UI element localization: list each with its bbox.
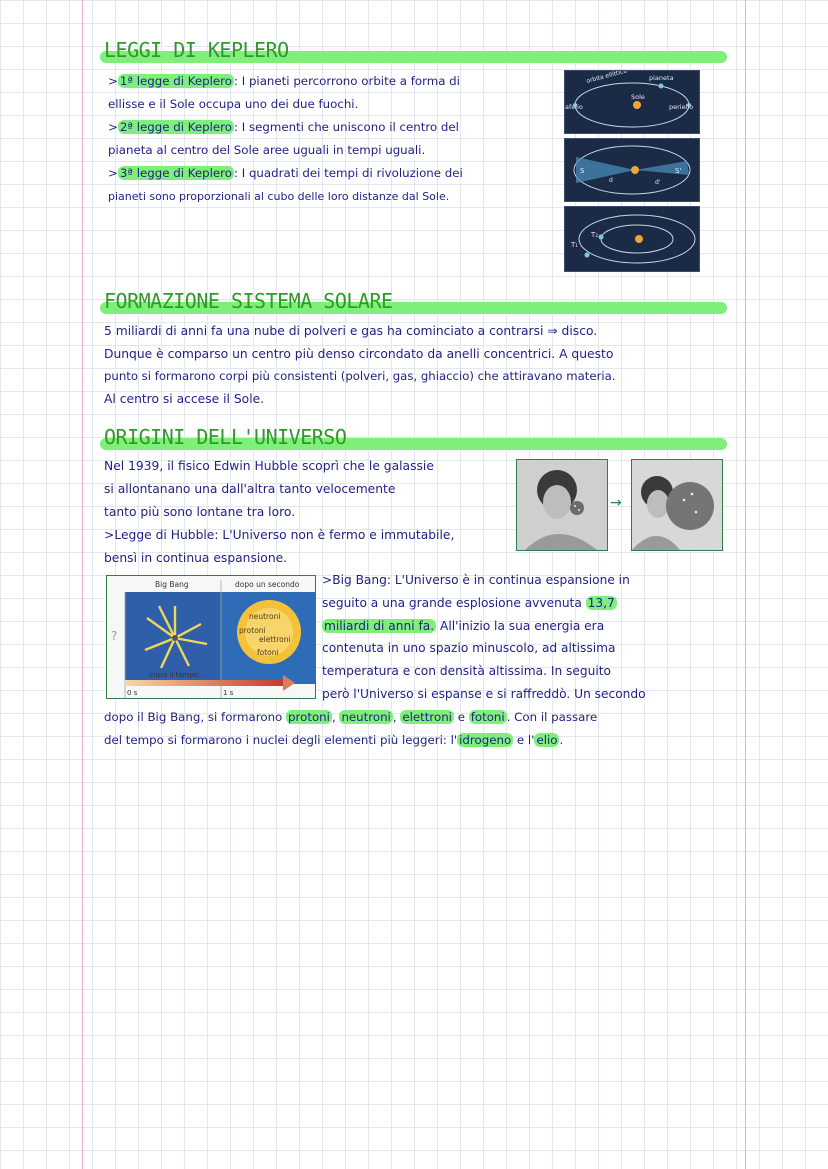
bigbang-line-5: temperatura e con densità altissima. In seguito	[322, 664, 611, 679]
hubble-line-1: Nel 1939, il fisico Edwin Hubble scoprì che le galassie	[104, 459, 434, 473]
bigbang-l8a: del tempo si formarono i nuclei degli elementi più leggeri: l'	[104, 732, 458, 747]
bigbang-line-3	[322, 615, 732, 638]
bigbang-text	[322, 569, 732, 706]
bigbang-line-2	[322, 592, 732, 615]
sun-icon	[635, 235, 643, 243]
bigbang-line-8	[104, 729, 734, 752]
solar-text	[104, 320, 734, 410]
hubble-law-line2: bensì in continua espansione.	[104, 551, 288, 565]
right-margin-line	[745, 0, 746, 1169]
kepler-text	[108, 70, 558, 208]
bigbang-l3: All'inizio la sua energia era	[436, 618, 605, 633]
bigbang-figure	[106, 575, 316, 699]
hubble-text	[104, 455, 504, 570]
kepler-law2-text: : I segmenti che uniscono il centro del	[233, 120, 459, 134]
bigbang-hl1: 13,7	[587, 595, 615, 610]
word-neutroni: neutroni	[341, 710, 391, 724]
area-label-s2: S'	[675, 167, 682, 175]
kepler-title: LEGGI DI KEPLERO	[104, 38, 289, 62]
sun-icon	[631, 166, 639, 174]
kepler-law2-line2: pianeta al centro del Sole aree uguali in tempi uguali.	[108, 143, 426, 157]
solar-line-4: Al centro si accese il Sole.	[104, 391, 265, 406]
word-fotoni: fotoni	[470, 710, 505, 724]
solar-line-3: punto si formarono corpi più consistenti (polveri, gas, ghiaccio) che attiravano materia.	[104, 369, 616, 383]
planet-icon	[599, 235, 604, 240]
bigbang-col2-label: dopo un secondo	[235, 580, 300, 589]
bigbang-label: Big Bang	[332, 573, 387, 587]
bigbang-l7a: dopo il Big Bang, si formarono	[104, 710, 287, 724]
bigbang-line-4: contenuta in uno spazio minuscolo, ad altissima	[322, 641, 616, 656]
bigbang-line-7	[104, 706, 734, 729]
kepler-orbit-figure	[564, 70, 700, 134]
kepler-law1-text: : I pianeti percorrono orbite a forma di	[233, 74, 460, 88]
bigbang-l2: seguito a una grande esplosione avvenuta	[322, 595, 582, 610]
bigbang-diagram	[107, 576, 315, 698]
planet-icon	[659, 84, 664, 89]
word-elio: elio	[536, 732, 558, 747]
kepler-law1-line2: ellisse e il Sole occupa uno dei due fuochi.	[108, 97, 359, 111]
word-protoni: protoni	[288, 710, 330, 724]
bigbang-line-6: però l'Universo si espanse e si raffreddò. Un secondo	[322, 686, 646, 701]
area-label-d1: d	[609, 177, 613, 184]
bigbang-l1: : L'Universo è in continua espansione in	[386, 573, 630, 587]
planet-icon	[585, 253, 590, 258]
afelio-label: afelio	[565, 103, 583, 111]
kepler-law3-line2: pianeti sono proporzionali al cubo delle loro distanze dal Sole.	[108, 190, 450, 203]
kepler-periods-figure	[564, 206, 700, 272]
bigbang-question: ?	[111, 629, 118, 643]
kepler-law3-text: : I quadrati dei tempi di rivoluzione dei	[233, 166, 463, 180]
kepler-law2-label: 2ª legge di Keplero	[119, 120, 232, 134]
bigbang-line-1: >Big Bang: L'Universo è in continua espansione in	[322, 573, 630, 587]
kepler-law3-label: 3ª legge di Keplero	[119, 166, 232, 180]
hubble-line-2: si allontanano una dall'altra tanto velocemente	[104, 482, 396, 496]
kepler-law1-label: 1ª legge di Keplero	[119, 74, 232, 88]
solar-line-2: Dunque è comparso un centro più denso circondato da anelli concentrici. A questo	[104, 346, 614, 361]
orbit-diagram	[565, 71, 699, 133]
kepler-law3-line: > 3ª legge di Keplero : I quadrati dei tempi di rivoluzione dei	[108, 166, 463, 180]
bigbang-arrow-label: inizia il tempo...	[149, 671, 205, 679]
areas-diagram	[565, 139, 699, 201]
period-label-t1: T₁	[571, 241, 579, 249]
solar-heading	[100, 289, 727, 319]
bigbang-l7b: Con il passare	[510, 710, 598, 724]
bigbang-hl2: miliardi di anni fa.	[324, 618, 435, 633]
kepler-heading	[100, 38, 727, 68]
word-elio-prefix: l'	[527, 732, 535, 747]
dot: .	[506, 710, 511, 724]
hubble-law-text: : L'Universo non è fermo e immutabile,	[214, 528, 455, 542]
universe-title: ORIGINI DELL'UNIVERSO	[104, 425, 347, 449]
sep: ,	[331, 710, 340, 724]
periods-diagram	[565, 207, 699, 271]
sun-icon	[633, 101, 641, 109]
universe-heading	[100, 425, 727, 455]
kepler-areas-figure	[564, 138, 700, 202]
sep: e	[513, 732, 528, 747]
bigbang-t1: 1 s	[223, 689, 234, 697]
sep: e	[453, 710, 469, 724]
hubble-law-label: Legge di Hubble	[114, 528, 215, 542]
bigbang-t0: 0 s	[127, 689, 138, 697]
kepler-law1-line: > 1ª legge di Keplero : I pianeti percorrono orbite a forma di	[108, 74, 460, 88]
left-margin-line	[82, 0, 83, 1169]
dot: .	[559, 732, 564, 747]
bigbang-neutroni: neutroni	[249, 612, 281, 621]
orbit-label: orbita ellittica	[585, 71, 628, 85]
balloon-photo-after	[631, 459, 723, 551]
bigbang-col1-label: Big Bang	[155, 580, 189, 589]
area-label-s1: S	[580, 167, 585, 175]
period-label-t2: T₂	[591, 231, 599, 239]
area-label-d2: d'	[655, 179, 661, 186]
perielio-label: perielio	[669, 103, 694, 111]
sep: ,	[392, 710, 401, 724]
word-elettroni: elettroni	[402, 710, 452, 724]
solar-title: FORMAZIONE SISTEMA SOLARE	[104, 289, 393, 313]
word-idrogeno: idrogeno	[459, 732, 512, 747]
balloon-photo-before	[516, 459, 608, 551]
arrow-icon: →	[610, 495, 622, 511]
solar-line-1: 5 miliardi di anni fa una nube di polveri e gas ha cominciato a contrarsi ⇒ disco.	[104, 324, 598, 338]
hubble-law-line: >Legge di Hubble: L'Universo non è fermo e immutabile,	[104, 528, 455, 542]
kepler-law2-line: > 2ª legge di Keplero : I segmenti che uniscono il centro del	[108, 120, 459, 134]
bigbang-protoni: protoni	[239, 626, 266, 635]
bigbang-fotoni: fotoni	[257, 648, 279, 657]
sun-label: Sole	[631, 93, 645, 101]
bigbang-text-full	[104, 706, 734, 752]
bigbang-elettroni: elettroni	[259, 635, 291, 644]
planet-label: pianeta	[649, 74, 674, 82]
hubble-line-3: tanto più sono lontane tra loro.	[104, 505, 296, 519]
